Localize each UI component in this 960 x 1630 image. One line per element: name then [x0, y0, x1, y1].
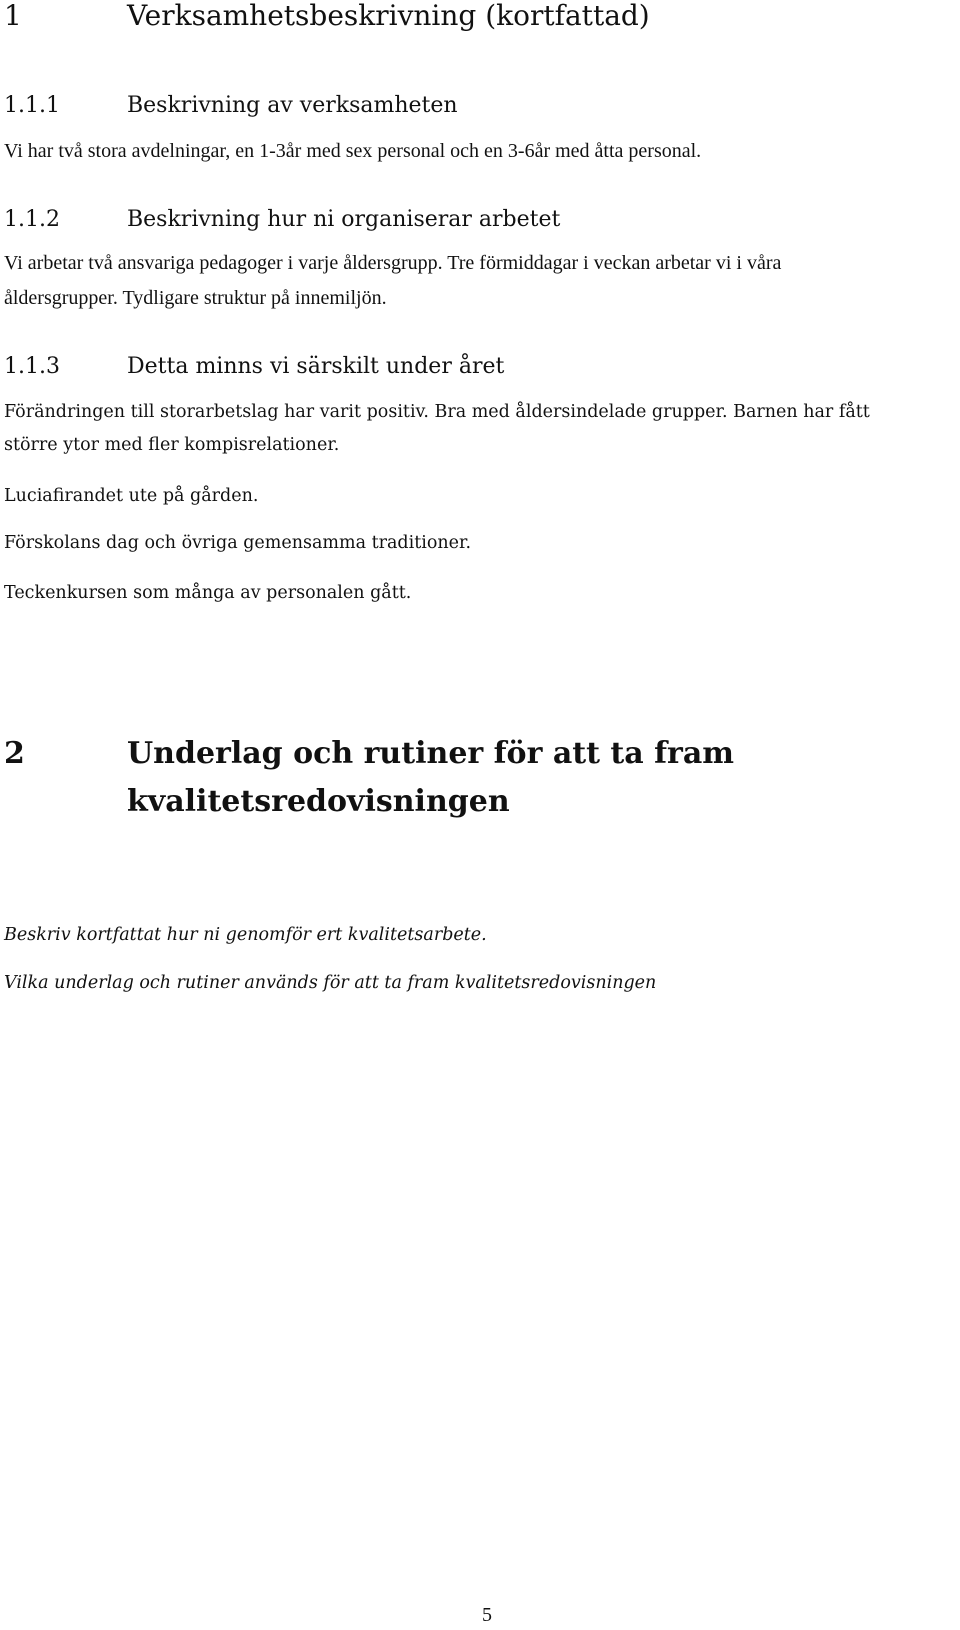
- section-2-instruction-2: Vilka underlag och rutiner används för att ta fram kvalitetsredovisningen: [4, 973, 657, 993]
- subsection-1-1-3-para-2: Luciafirandet ute på gården.: [4, 486, 259, 506]
- section-1-title: Verksamhetsbeskrivning (kortfattad): [127, 0, 650, 32]
- subsection-1-1-2-text-line-2: åldersgrupper. Tydligare struktur på innemiljön.: [4, 287, 387, 309]
- subsection-1-1-1-text: Vi har två stora avdelningar, en 1-3år med sex personal och en 3-6år med åtta personal.: [4, 140, 702, 162]
- subsection-1-1-3-title: Detta minns vi särskilt under året: [127, 354, 505, 379]
- subsection-1-1-1-number: 1.1.1: [4, 93, 60, 118]
- subsection-1-1-3-para-3: Förskolans dag och övriga gemensamma traditioner.: [4, 533, 472, 553]
- section-2-title: Underlag och rutiner för att ta fram kvalitetsredovisningen: [127, 736, 735, 819]
- page-number: 5: [482, 1604, 492, 1626]
- subsection-1-1-2-number: 1.1.2: [4, 207, 60, 232]
- subsection-1-1-3-number: 1.1.3: [4, 354, 60, 379]
- subsection-1-1-3-para-1-line-2: större ytor med fler kompisrelationer.: [4, 435, 340, 455]
- section-1-number: 1: [4, 0, 22, 32]
- subsection-1-1-2-text-line-1: Vi arbetar två ansvariga pedagoger i varje åldersgrupp. Tre förmiddagar i veckan arbetar vi i våra: [4, 252, 782, 274]
- subsection-1-1-3-para-1-line-1: Förändringen till storarbetslag har varit positiv. Bra med åldersindelade grupper. Barnen har fått: [4, 402, 870, 422]
- section-2-number: 2: [4, 736, 25, 771]
- subsection-1-1-3-para-4: Teckenkursen som många av personalen gått.: [4, 583, 412, 603]
- section-2-instruction-1: Beskriv kortfattat hur ni genomför ert kvalitetsarbete.: [4, 925, 487, 945]
- subsection-1-1-1-title: Beskrivning av verksamheten: [127, 93, 458, 118]
- subsection-1-1-2-title: Beskrivning hur ni organiserar arbetet: [127, 207, 561, 232]
